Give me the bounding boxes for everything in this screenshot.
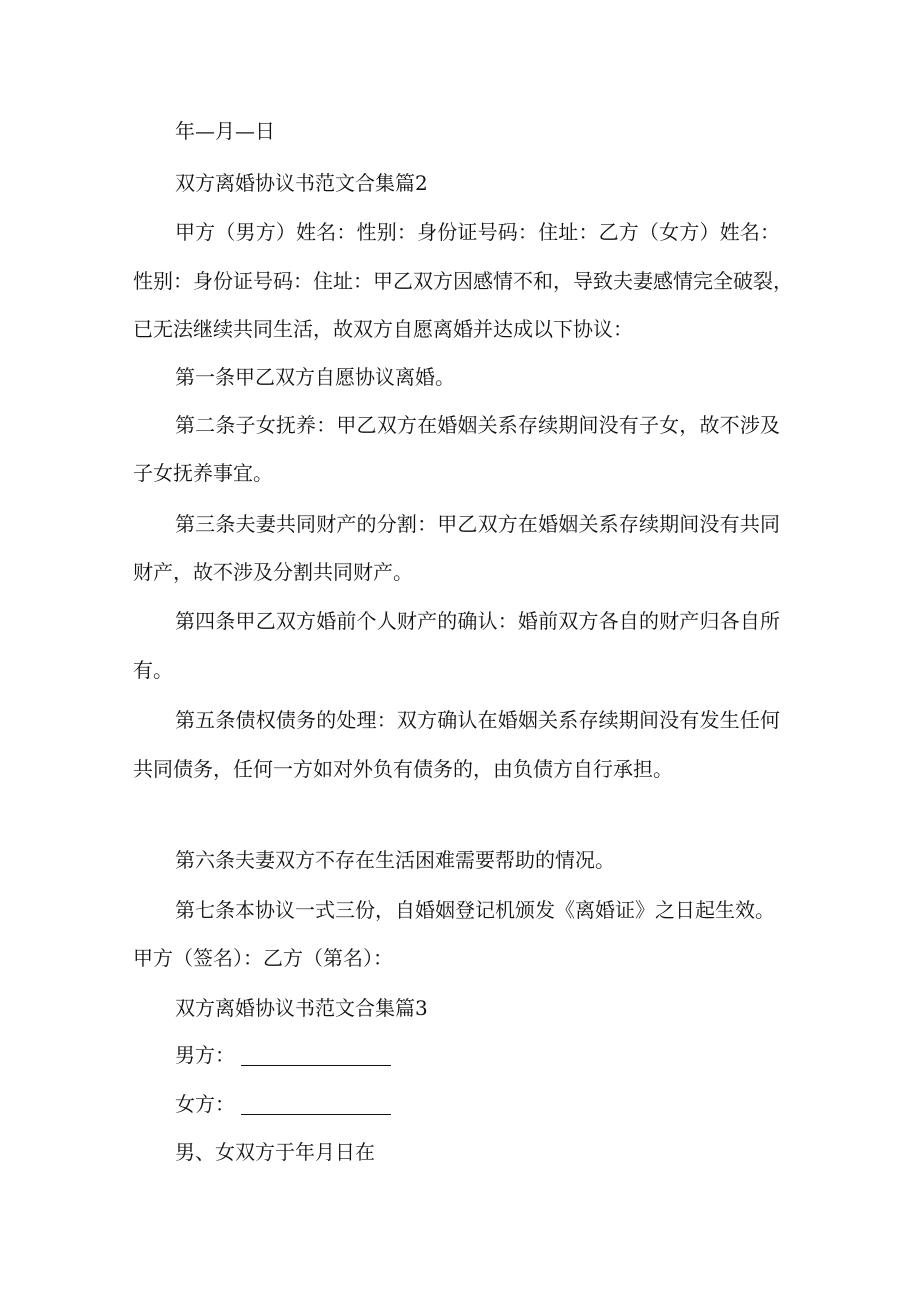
date-line: 年—月—日 bbox=[175, 119, 275, 143]
parties-line-1: 甲方（男方）姓名：性别：身份证号码：住址：乙方（女方）姓名： bbox=[175, 220, 780, 244]
male-party-row bbox=[0, 1040, 920, 1070]
section-heading-3: 双方离婚协议书范文合集篇3 bbox=[175, 996, 428, 1020]
article-6: 第六条夫妻双方不存在生活困难需要帮助的情况。 bbox=[175, 848, 615, 872]
male-party-label: 男方： bbox=[175, 1043, 235, 1067]
article-2-line-2: 子女抚养事宜。 bbox=[133, 461, 273, 485]
parties-line-2: 性别：身份证号码：住址：甲乙双方因感情不和，导致夫妻感情完全破裂， bbox=[133, 269, 793, 293]
article-1: 第一条甲乙双方自愿协议离婚。 bbox=[175, 365, 455, 389]
signature-line: 甲方（签名）：乙方（第名）： bbox=[133, 946, 393, 970]
article-2-line-1: 第二条子女抚养：甲乙双方在婚姻关系存续期间没有子女，故不涉及 bbox=[175, 413, 780, 437]
article-4-line-2: 有。 bbox=[133, 658, 173, 682]
female-party-label: 女方： bbox=[175, 1092, 235, 1116]
article-5-line-1: 第五条债权债务的处理：双方确认在婚姻关系存续期间没有发生任何 bbox=[175, 708, 780, 732]
article-3-line-2: 财产，故不涉及分割共同财产。 bbox=[133, 560, 413, 584]
female-party-row bbox=[0, 1089, 920, 1119]
final-line: 男、女双方于年月日在 bbox=[175, 1140, 375, 1164]
article-4-line-1: 第四条甲乙双方婚前个人财产的确认：婚前双方各自的财产归各自所 bbox=[175, 609, 780, 633]
article-5-line-2: 共同债务，任何一方如对外负有债务的，由负债方自行承担。 bbox=[133, 757, 673, 781]
section-heading-2: 双方离婚协议书范文合集篇2 bbox=[175, 171, 428, 195]
parties-line-3: 已无法继续共同生活，故双方自愿离婚并达成以下协议： bbox=[133, 317, 633, 341]
male-name-blank bbox=[241, 1043, 391, 1066]
article-3-line-1: 第三条夫妻共同财产的分割：甲乙双方在婚姻关系存续期间没有共同 bbox=[175, 512, 780, 536]
article-7: 第七条本协议一式三份，自婚姻登记机颁发《离婚证》之日起生效。 bbox=[175, 898, 775, 922]
female-name-blank bbox=[241, 1092, 391, 1115]
